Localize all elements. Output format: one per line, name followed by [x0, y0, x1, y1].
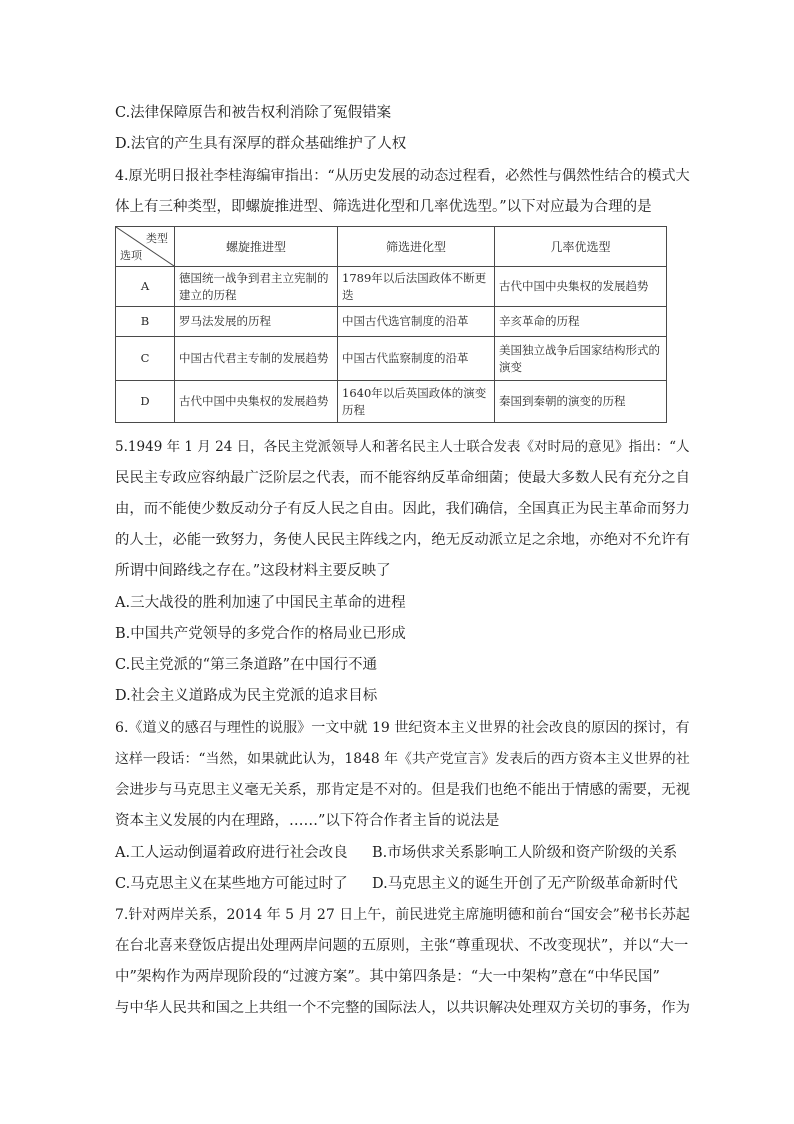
q6-stem-line: 6.《道义的感召与理性的说服》一文中就 19 世纪资本主义世界的社会改良的原因的探讨，有 — [115, 720, 690, 736]
q5-stem-line: 由，而不能使少数反动分子有反人民之自由。因此，我们确信，全国真正为民主革命而努力 — [115, 501, 690, 517]
row-option-label: A — [116, 267, 175, 307]
q5-stem-line: 民民主专政应容纳最广泛阶层之代表，而不能容纳反革命细菌；使最大多数人民有充分之自 — [115, 470, 690, 486]
q6-option-b: B.市场供求关系影响工人阶级和资产阶级的关系 — [372, 845, 678, 861]
table-corner-cell — [116, 227, 175, 267]
q6-stem-line: 这样一段话：“当然，如果就此认为，1848 年《共产党宣言》发表后的西方资本主义世界的社 — [115, 751, 690, 767]
q5-option-d: D.社会主义道路成为民主党派的追求目标 — [115, 688, 378, 704]
header-spiral: 螺旋推进型 — [175, 227, 338, 267]
q3-option-c: C.法律保障原告和被告权利消除了冤假错案 — [115, 105, 392, 121]
table-cell: 德国统一战争到君主立宪制的建立的历程 — [175, 267, 338, 307]
q5-stem-line: 所谓中间路线之存在。”这段材料主要反映了 — [115, 563, 391, 579]
table-cell: 中国古代监察制度的沿革 — [338, 337, 495, 381]
q6-option-a: A.工人运动倒逼着政府进行社会改良 — [115, 845, 348, 861]
table-cell: 中国古代选官制度的沿革 — [338, 307, 495, 337]
table-cell: 中国古代君主专制的发展趋势 — [175, 337, 338, 381]
q6-option-c: C.马克思主义在某些地方可能过时了 — [115, 876, 348, 892]
q5-option-a: A.三大战役的胜利加速了中国民主革命的进程 — [115, 595, 406, 611]
q5-option-b: B.中国共产党领导的多党合作的格局业已形成 — [115, 626, 406, 642]
table-cell: 美国独立战争后国家结构形式的演变 — [495, 337, 667, 381]
q5-option-c: C.民主党派的“第三条道路”在中国行不通 — [115, 657, 378, 673]
table-cell: 1640年以后英国政体的演变历程 — [338, 381, 495, 423]
q7-stem-line: 7.针对两岸关系，2014 年 5 月 27 日上午，前民进党主席施明德和前台“国安会”秘书长苏起 — [115, 907, 690, 923]
table-cell: 古代中国中央集权的发展趋势 — [495, 267, 667, 307]
q5-stem-line: 5.1949 年 1 月 24 日，各民主党派领导人和著名民主人士联合发表《对时局的意见》指出：“人 — [115, 439, 690, 455]
q4-options-table — [115, 226, 667, 423]
q7-stem-line: 中”架构作为两岸现阶段的“过渡方案”。其中第四条是：“大一中架构”意在“中华民国” — [115, 969, 660, 985]
header-probability: 几率优选型 — [495, 227, 667, 267]
table-cell: 古代中国中央集权的发展趋势 — [175, 381, 338, 423]
q4-stem-line-2: 体上有三种类型，即螺旋推进型、筛选进化型和几率优选型。”以下对应最为合理的是 — [115, 199, 652, 215]
q6-stem-line: 会进步与马克思主义毫无关系，那肯定是不对的。但是我们也绝不能出于情感的需要，无视 — [115, 782, 690, 798]
q3-option-d: D.法官的产生具有深厚的群众基础维护了人权 — [115, 136, 407, 152]
table-cell: 罗马法发展的历程 — [175, 307, 338, 337]
row-option-label: D — [116, 381, 175, 423]
table-row — [116, 267, 667, 307]
q4-stem-line-1: 4.原光明日报社李桂海编审指出：“从历史发展的动态过程看，必然性与偶然性结合的模式大 — [115, 168, 690, 184]
table-header-row — [116, 227, 667, 267]
header-selection: 筛选进化型 — [338, 227, 495, 267]
corner-label-type: 类型 — [146, 232, 168, 245]
q7-stem-line: 与中华人民共和国之上共组一个不完整的国际法人，以共识解决处理双方关切的事务，作为 — [115, 1000, 690, 1016]
table-row — [116, 307, 667, 337]
corner-label-option: 选项 — [120, 249, 142, 262]
row-option-label: B — [116, 307, 175, 337]
table-cell: 辛亥革命的历程 — [495, 307, 667, 337]
table-cell: 1789年以后法国政体不断更迭 — [338, 267, 495, 307]
q7-stem-line: 在台北喜来登饭店提出处理两岸问题的五原则，主张“尊重现状、不改变现状”，并以“大一 — [115, 938, 689, 954]
q6-option-d: D.马克思主义的诞生开创了无产阶级革命新时代 — [372, 876, 678, 892]
table-row — [116, 381, 667, 423]
table-row — [116, 337, 667, 381]
q6-stem-line: 资本主义发展的内在理路，……”以下符合作者主旨的说法是 — [115, 813, 500, 829]
table-cell: 秦国到秦朝的演变的历程 — [495, 381, 667, 423]
q5-stem-line: 的人士，必能一致努力，务使人民民主阵线之内，绝无反动派立足之余地，亦绝对不允许有 — [115, 532, 690, 548]
row-option-label: C — [116, 337, 175, 381]
